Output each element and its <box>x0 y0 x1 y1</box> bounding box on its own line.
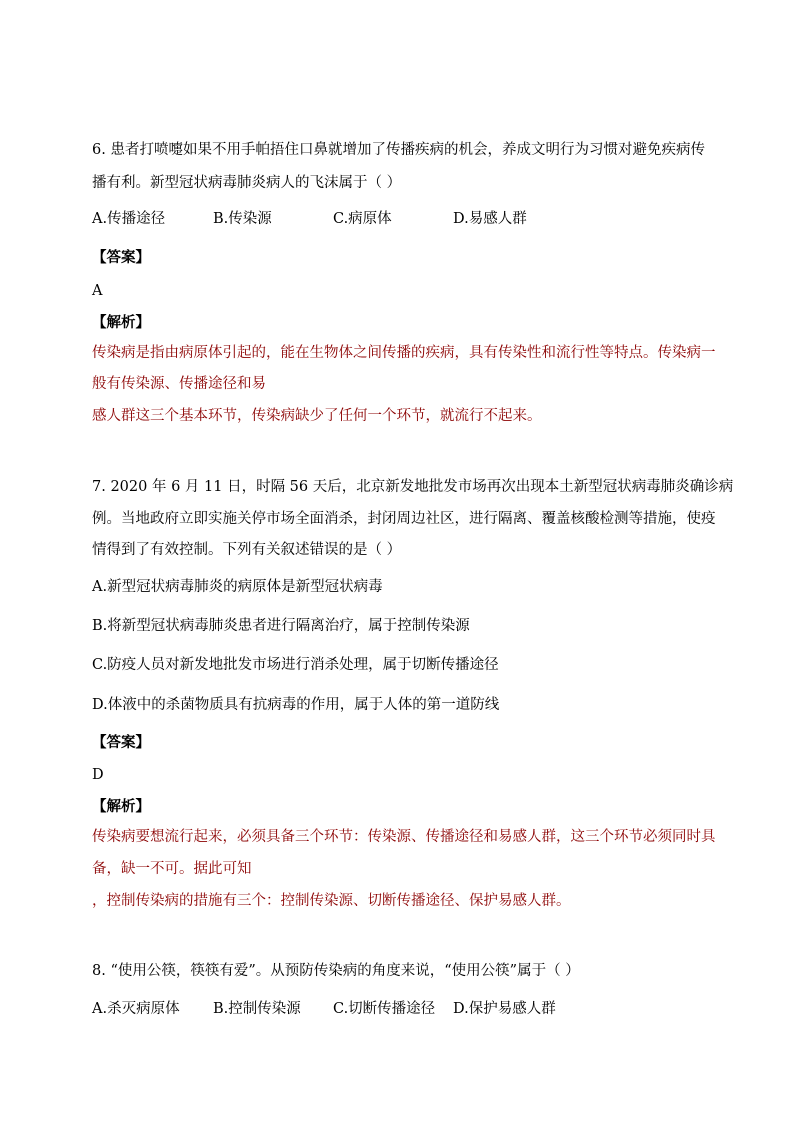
q7-option-b: B.将新型冠状病毒肺炎患者进行隔离治疗，属于控制传染源 <box>92 618 470 634</box>
q6-answer-label: 【答案】 <box>92 249 150 266</box>
q6-analysis-line3: 感人群这三个基本环节，传染病缺少了任何一个环节，就流行不起来。 <box>92 408 542 424</box>
q7-stem-line2: 例。当地政府立即实施关停市场全面消杀，封闭周边社区，进行隔离、覆盖核酸检测等措施，使疫 <box>92 511 716 527</box>
q6-option-a: A.传播途径 <box>92 211 166 227</box>
q7-analysis-line3: ，控制传染病的措施有三个：控制传染源、切断传播途径、保护易感人群。 <box>92 893 571 909</box>
q8-stem: 8. “使用公筷，筷筷有爱”。从预防传染病的角度来说，“使用公筷”属于（ ） <box>92 963 580 979</box>
q7-answer: D <box>92 767 104 783</box>
q8-option-c: C.切断传播途径 <box>333 1001 436 1017</box>
q7-option-a: A.新型冠状病毒肺炎的病原体是新型冠状病毒 <box>92 579 383 595</box>
q7-answer-label: 【答案】 <box>92 734 150 751</box>
q7-analysis-label: 【解析】 <box>92 798 150 815</box>
q6-analysis-line2: 般有传染源、传播途径和易 <box>92 376 266 392</box>
q7-analysis-line2: 备，缺一不可。据此可知 <box>92 861 252 877</box>
q6-answer: A <box>92 283 103 299</box>
q7-option-d: D.体液中的杀菌物质具有抗病毒的作用，属于人体的第一道防线 <box>92 697 500 713</box>
q8-options <box>92 999 712 1019</box>
q6-stem-line1: 6. 患者打喷嚏如果不用手帕捂住口鼻就增加了传播疾病的机会，养成文明行为习惯对避免疾病传 <box>92 142 705 158</box>
q6-stem-line2: 播有利。新型冠状病毒肺炎病人的飞沫属于（ ） <box>92 175 402 191</box>
q6-option-c: C.病原体 <box>333 211 392 227</box>
q7-analysis-line1: 传染病要想流行起来，必须具备三个环节：传染源、传播途径和易感人群，这三个环节必须同时具 <box>92 829 716 845</box>
q7-stem-line3: 情得到了有效控制。下列有关叙述错误的是（ ） <box>92 542 402 558</box>
q6-option-b: B.传染源 <box>213 211 272 227</box>
q8-option-b: B.控制传染源 <box>213 1001 301 1017</box>
q8-option-d: D.保护易感人群 <box>453 1001 556 1017</box>
q6-analysis-line1: 传染病是指由病原体引起的，能在生物体之间传播的疾病，具有传染性和流行性等特点。传染病一 <box>92 345 716 361</box>
q7-stem-line1: 7. 2020 年 6 月 11 日，时隔 56 天后，北京新发地批发市场再次出现本土新型冠状病毒肺炎确诊病 <box>92 479 734 495</box>
q7-option-c: C.防疫人员对新发地批发市场进行消杀处理，属于切断传播途径 <box>92 657 499 673</box>
q6-options <box>92 209 712 229</box>
q6-analysis-label: 【解析】 <box>92 314 150 331</box>
q6-option-d: D.易感人群 <box>453 211 527 227</box>
q8-option-a: A.杀灭病原体 <box>92 1001 180 1017</box>
